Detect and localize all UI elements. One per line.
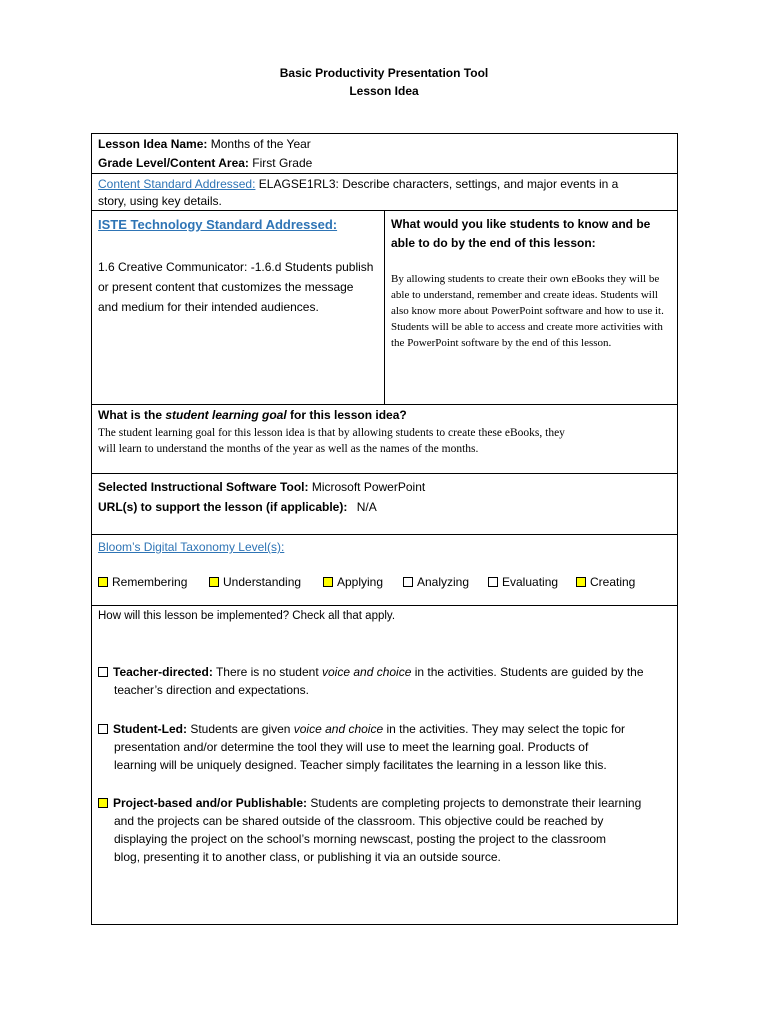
- project-based-label: Project-based and/or Publishable:: [113, 796, 308, 810]
- lesson-name-value: Months of the Year: [210, 137, 311, 151]
- evaluating-checkbox[interactable]: [488, 577, 498, 587]
- know-cell: [385, 211, 677, 404]
- learning-goal-row: [92, 405, 677, 474]
- project-based-line1: [113, 794, 641, 812]
- bloom-heading: Bloom’s Digital Taxonomy Level(s):: [98, 540, 285, 554]
- understanding-checkbox[interactable]: [209, 577, 219, 587]
- creating-checkbox[interactable]: [576, 577, 586, 587]
- goal-emph: student learning goal: [165, 408, 287, 422]
- student-led-checkbox[interactable]: [98, 724, 108, 734]
- grade-level-label: Grade Level/Content Area:: [98, 156, 249, 170]
- bloom-analyzing: [403, 575, 469, 589]
- evaluating-label: Evaluating: [502, 575, 559, 589]
- bloom-understanding: [209, 575, 301, 589]
- software-tool-value: Microsoft PowerPoint: [311, 480, 426, 494]
- teacher-directed-emph: voice and choice: [322, 665, 412, 679]
- applying-checkbox[interactable]: [323, 577, 333, 587]
- analyzing-checkbox[interactable]: [403, 577, 413, 587]
- project-based-option: [98, 794, 670, 866]
- url-line: [98, 500, 377, 514]
- teacher-directed-checkbox[interactable]: [98, 667, 108, 677]
- bloom-evaluating: [488, 575, 558, 589]
- software-tool-label: Selected Instructional Software Tool:: [98, 480, 309, 494]
- teacher-directed-text-b: in the activities. Students are guided by the: [411, 665, 644, 679]
- teacher-directed-option: [98, 663, 670, 699]
- grade-level-line: [98, 156, 312, 170]
- know-answer: By allowing students to create their own eBooks they will be able to understand, remember and create ideas. Students will also know more about PowerPoint software and how to use it. Students will be able to access and create more activities with the PowerPoint software by the end of this lesson.: [391, 273, 664, 349]
- student-led-line2: presentation and/or determine the tool they will use to meet the learning goal. Products of: [114, 740, 589, 754]
- student-led-text-a: Students are given: [190, 722, 294, 736]
- student-led-option: [98, 720, 670, 774]
- remembering-checkbox[interactable]: [98, 577, 108, 587]
- document-subtitle: Lesson Idea: [349, 84, 419, 98]
- know-question: What would you like students to know and be able to do by the end of this lesson:: [391, 217, 651, 250]
- iste-heading: ISTE Technology Standard Addressed:: [98, 217, 338, 232]
- project-based-line3: displaying the project on the school’s morning newscast, posting the project to the classroom: [114, 832, 607, 846]
- understanding-label: Understanding: [223, 575, 302, 589]
- content-standard-row: [92, 174, 677, 211]
- content-standard-line1: [98, 177, 618, 191]
- remembering-label: Remembering: [112, 575, 188, 589]
- learning-goal-line1: The student learning goal for this lesson idea is that by allowing students to create these eBooks, they: [98, 427, 565, 439]
- goal-prefix: What is the: [98, 408, 166, 422]
- grade-level-value: First Grade: [252, 156, 313, 170]
- project-based-line4: blog, presenting it to another class, or publishing it via an outside source.: [114, 850, 501, 864]
- student-led-line1: [113, 720, 625, 738]
- lesson-name-label: Lesson Idea Name:: [98, 137, 208, 151]
- student-led-emph: voice and choice: [293, 722, 384, 736]
- lesson-name-line: [98, 137, 311, 151]
- teacher-directed-line2: teacher’s direction and expectations.: [114, 683, 310, 697]
- bloom-row: [92, 535, 677, 606]
- learning-goal-question: [98, 408, 407, 422]
- analyzing-label: Analyzing: [417, 575, 470, 589]
- software-tool-line: [98, 480, 425, 494]
- content-standard-line2: story, using key details.: [98, 194, 222, 208]
- applying-label: Applying: [337, 575, 384, 589]
- bloom-remembering: [98, 575, 187, 589]
- iste-text: 1.6 Creative Communicator: -1.6.d Students publish or present content that customizes the message and medium for their intended audiences.: [98, 260, 374, 314]
- iste-cell: [92, 211, 385, 404]
- content-standard-label: Content Standard Addressed:: [98, 177, 256, 191]
- bloom-creating: [576, 575, 635, 589]
- lesson-form-table: [91, 133, 678, 925]
- implementation-row: [92, 606, 677, 926]
- teacher-directed-label: Teacher-directed:: [113, 665, 213, 679]
- project-based-checkbox[interactable]: [98, 798, 108, 808]
- student-led-line3: learning will be uniquely designed. Teacher simply facilitates the learning in a lesson like this.: [114, 758, 607, 772]
- student-led-label: Student-Led:: [113, 722, 187, 736]
- student-led-text-b: in the activities. They may select the topic for: [383, 722, 626, 736]
- teacher-directed-text-a: There is no student: [215, 665, 322, 679]
- creating-label: Creating: [590, 575, 636, 589]
- project-based-text1: Students are completing projects to demonstrate their learning: [310, 796, 642, 810]
- standards-row: [92, 211, 677, 405]
- document-title: Basic Productivity Presentation Tool: [279, 66, 489, 80]
- project-based-line2: and the projects can be shared outside of the classroom. This objective could be reached by: [114, 814, 604, 828]
- content-standard-text1: Describe characters, settings, and major events in a: [342, 177, 619, 191]
- teacher-directed-line1: [113, 663, 644, 681]
- content-standard-code: ELAGSE1RL3:: [258, 177, 339, 191]
- url-label: URL(s) to support the lesson (if applicable):: [98, 500, 348, 514]
- lesson-info-row: [92, 134, 677, 174]
- goal-suffix: for this lesson idea?: [286, 408, 407, 422]
- bloom-applying: [323, 575, 383, 589]
- url-value: N/A: [356, 500, 377, 514]
- learning-goal-line2: will learn to understand the months of the year as well as the names of the months.: [98, 443, 479, 455]
- software-row: [92, 474, 677, 535]
- implementation-question: How will this lesson be implemented? Check all that apply.: [98, 610, 396, 622]
